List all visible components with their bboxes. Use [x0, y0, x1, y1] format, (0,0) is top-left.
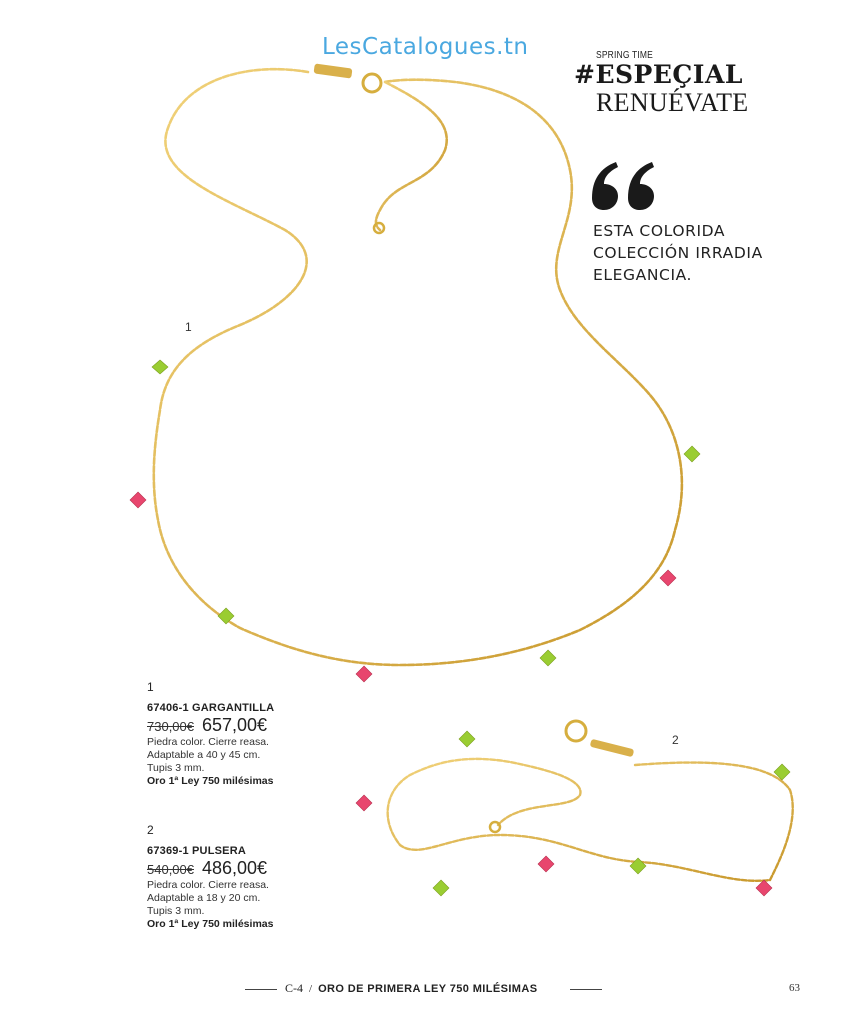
product-material: Oro 1ª Ley 750 milésimas: [147, 775, 274, 787]
page-footer: [0, 981, 845, 1001]
old-price: 540,00€: [147, 862, 194, 877]
bracelet-image-label: 2: [672, 733, 679, 747]
product-code: 67369-1 PULSERA: [147, 845, 246, 857]
product-code: 67406-1 GARGANTILLA: [147, 702, 275, 714]
product-necklace: [147, 680, 274, 787]
product-index: 1: [147, 680, 154, 694]
especial-hashtag: #ESPEÇIAL: [574, 60, 743, 89]
footer-rule-right: [570, 989, 602, 990]
product-index: 2: [147, 823, 154, 837]
new-price: 657,00€: [202, 715, 268, 735]
catalog-code: C-4: [285, 981, 303, 995]
price-row: [147, 715, 274, 736]
page-number: 63: [789, 982, 800, 994]
new-price: 486,00€: [202, 858, 268, 878]
footer-text: [285, 981, 537, 996]
product-material: Oro 1ª Ley 750 milésimas: [147, 918, 274, 930]
footer-rule-left: [245, 989, 277, 990]
quote-text: ESTA COLORIDA COLECCIÓN IRRADIA ELEGANCIA.: [593, 222, 763, 284]
product-description: Piedra color. Cierre reasa. Adaptable a 18 y 20 cm. Tupis 3 mm.: [147, 879, 269, 917]
product-bracelet: [147, 823, 273, 930]
old-price: 730,00€: [147, 719, 194, 734]
watermark-text: LesCatalogues.tn: [322, 34, 529, 60]
necklace-image-label: 1: [185, 320, 192, 334]
footer-separator: /: [309, 983, 313, 995]
price-row: [147, 858, 273, 879]
bracelet-beads: [356, 731, 790, 896]
spring-time-label: SPRING TIME: [596, 50, 653, 61]
bracelet-image: [388, 759, 793, 881]
product-description: Piedra color. Cierre reasa. Adaptable a 40 y 45 cm. Tupis 3 mm.: [147, 736, 269, 774]
necklace-beads: [130, 360, 700, 682]
renuevate-title: RENUÉVATE: [596, 88, 749, 117]
necklace-image: [154, 69, 682, 665]
footer-title: ORO DE PRIMERA LEY 750 MILÉSIMAS: [318, 983, 538, 995]
